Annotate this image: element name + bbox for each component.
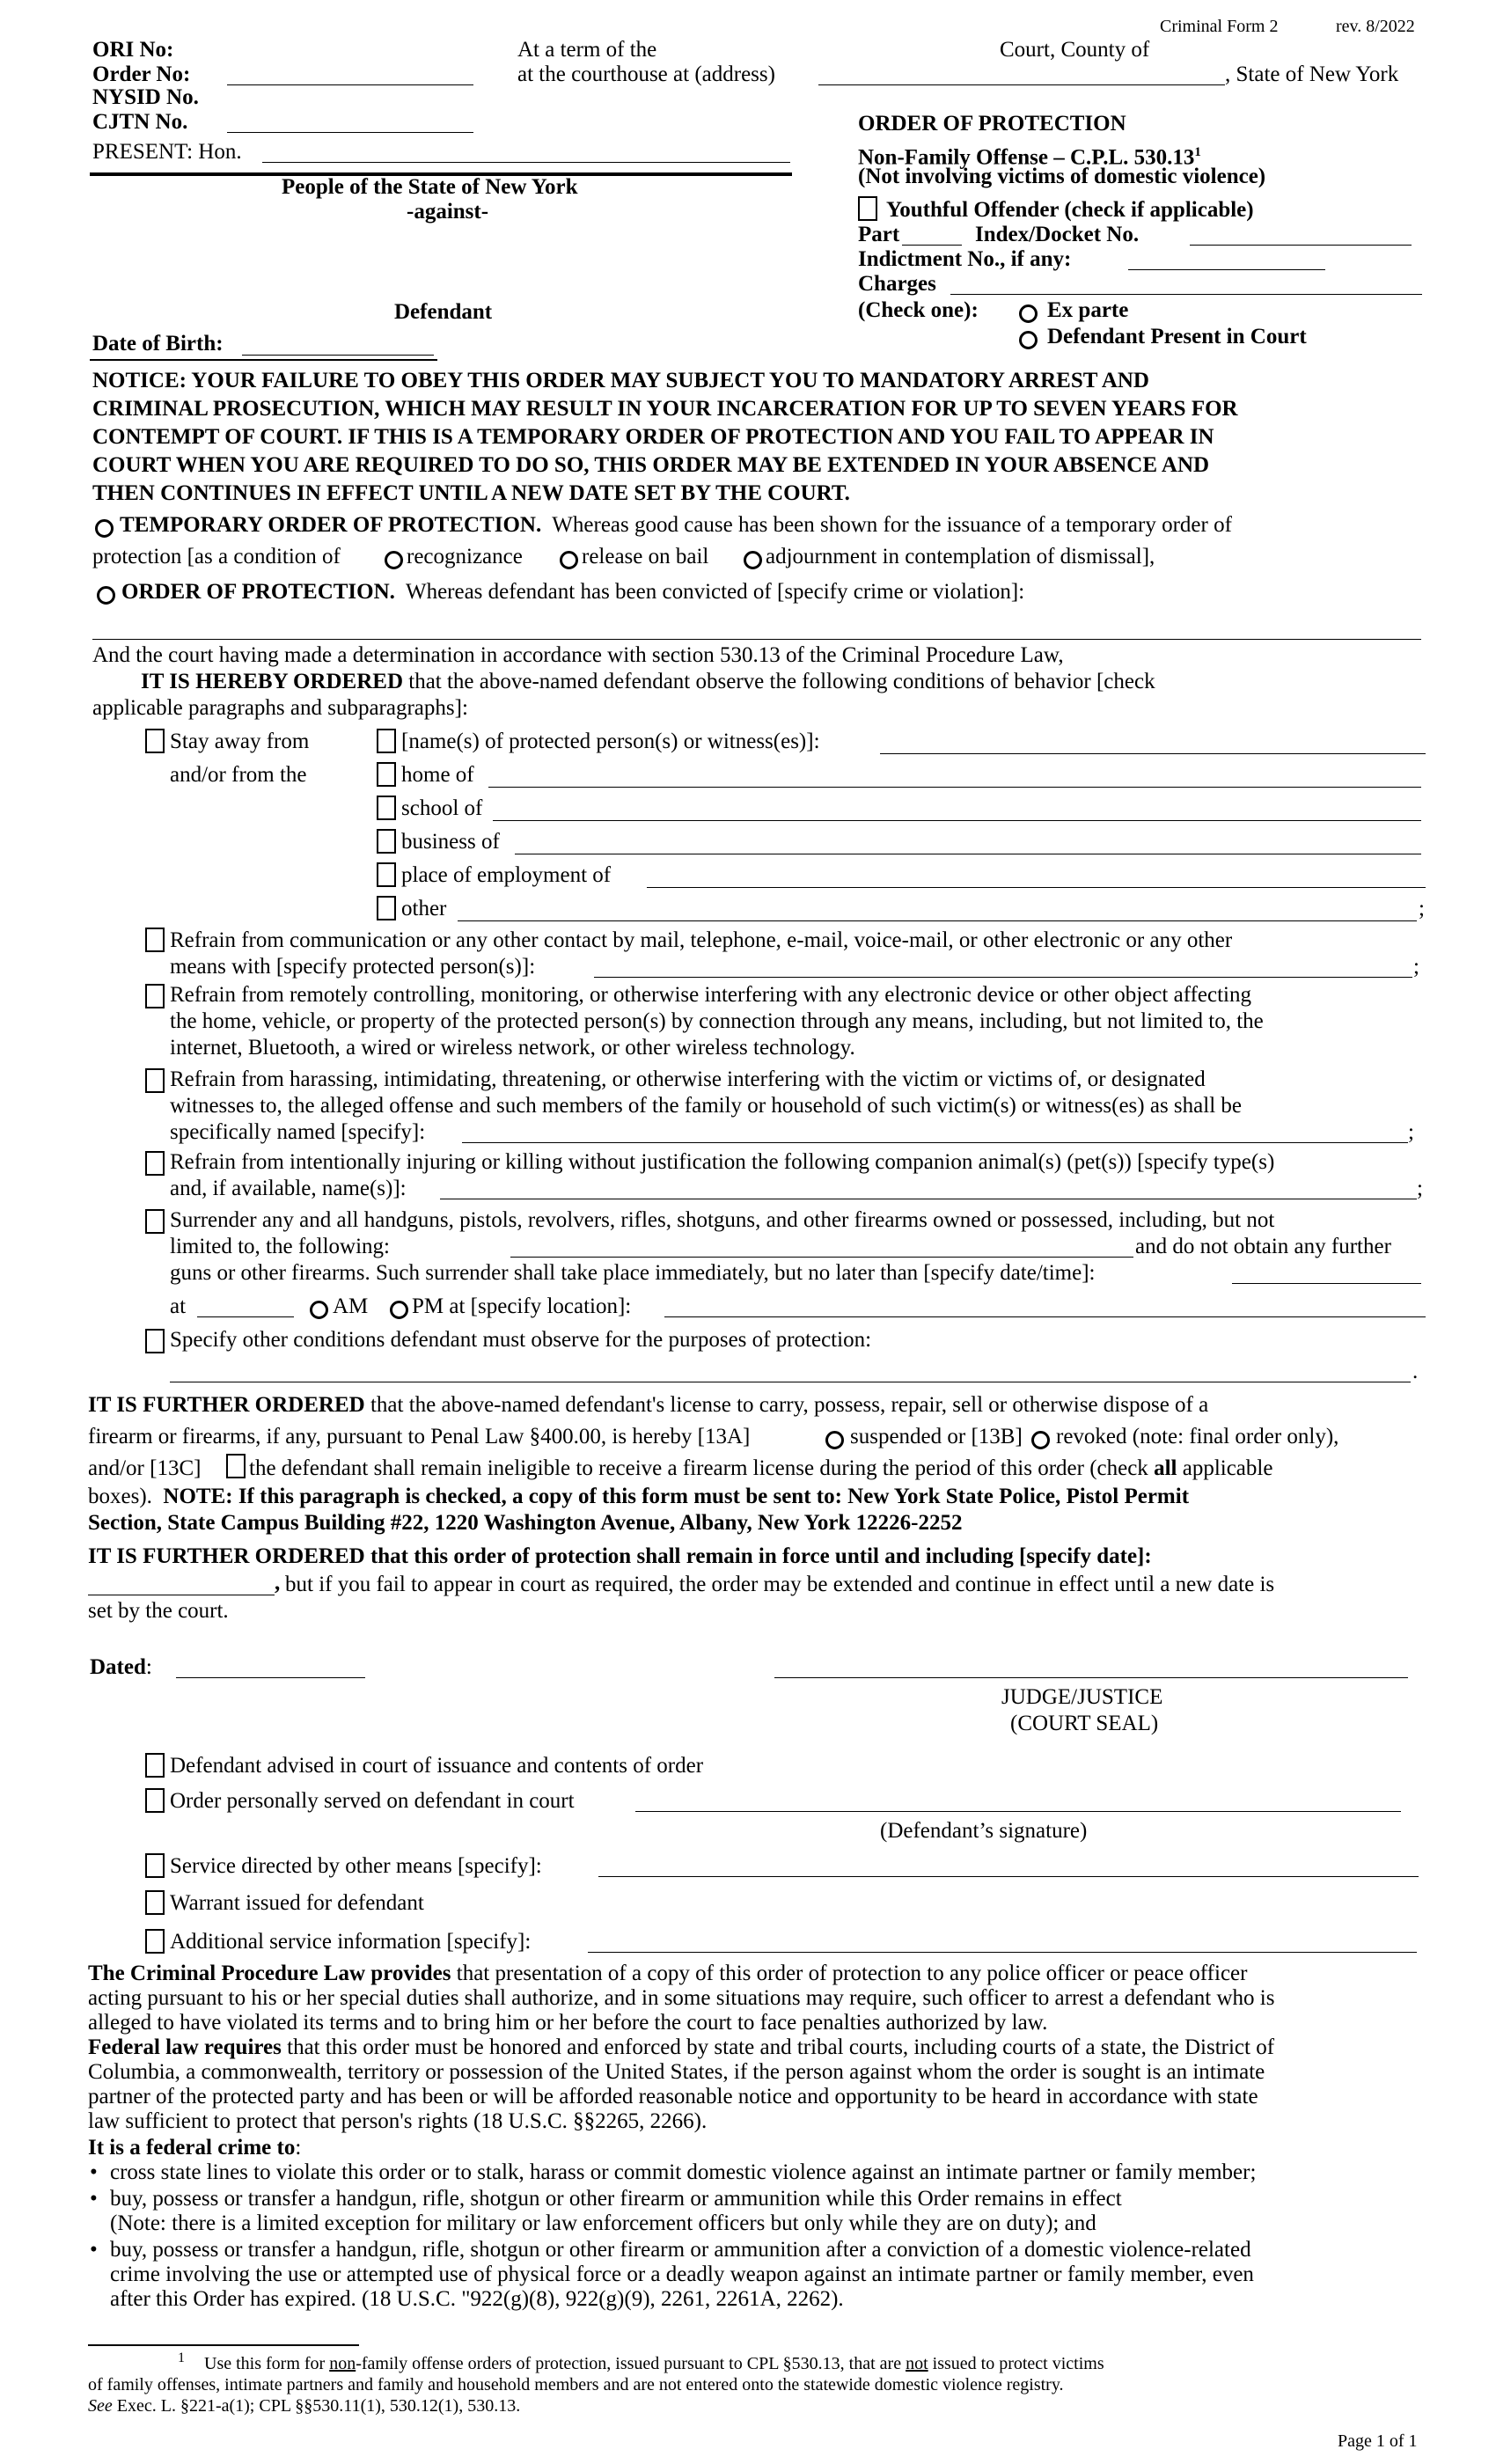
refrain-animals-text: Refrain from intentionally injuring or killing without justification the following companion animal(s) (pet(s)) [specify type(s) xyxy=(170,1150,1275,1174)
part-label: Part xyxy=(858,223,900,246)
personally-served-checkbox[interactable] xyxy=(145,1788,165,1813)
order-subtitle-2: (Not involving victims of domestic violence) xyxy=(858,165,1266,188)
footnote-line-2: of family offenses, intimate partners and family and household members and are not entered onto the statewide domestic violence registry. xyxy=(88,2375,1064,2394)
ex-parte-radio[interactable] xyxy=(1019,304,1038,323)
federal-crime-item-2: buy, possess or transfer a handgun, rifle, shotgun or other firearm or ammunition while this Order remains in effect xyxy=(110,2187,1122,2211)
revision-date: rev. 8/2022 xyxy=(1336,17,1415,36)
check-one-label: (Check one): xyxy=(858,298,979,322)
bullet: • xyxy=(90,2238,98,2262)
court-seal-label: (COURT SEAL) xyxy=(1010,1712,1159,1735)
surrender-firearms-checkbox[interactable] xyxy=(145,1209,165,1234)
ineligible-text: the defendant shall remain ineligible to receive a firearm license during the period of this order (check all applicable xyxy=(249,1456,1273,1480)
refrain-animals-text-2: and, if available, name(s)]: xyxy=(170,1177,407,1200)
federal-line-1: Federal law requires that this order must be honored and enforced by state and tribal courts, including courts of a state, the District of xyxy=(88,2035,1275,2059)
semicolon: ; xyxy=(1417,1177,1423,1200)
federal-crime-item-3: buy, possess or transfer a handgun, rifle, shotgun or other firearm or ammunition after a conviction of a domestic violence-related xyxy=(110,2238,1251,2262)
other-field[interactable] xyxy=(458,920,1417,921)
term-label: At a term of the xyxy=(517,38,657,62)
refrain-communication-checkbox[interactable] xyxy=(145,928,165,952)
federal-crime-item-1: cross state lines to violate this order or to stalk, harass or commit domestic violence against an intimate partner or family member; xyxy=(110,2160,1257,2184)
surrender-firearms-text: Surrender any and all handguns, pistols, revolvers, rifles, shotguns, and other firearms owned or possessed, including, but not xyxy=(170,1208,1275,1232)
additional-service-label: Additional service information [specify]: xyxy=(170,1930,532,1954)
page-number: Page 1 of 1 xyxy=(1338,2431,1418,2451)
place-of-employment-checkbox[interactable] xyxy=(377,862,396,887)
defendant-signature-label: (Defendant’s signature) xyxy=(880,1819,1088,1843)
judge-justice-label: JUDGE/JUSTICE xyxy=(1001,1685,1163,1709)
advised-in-court-label: Defendant advised in court of issuance and contents of order xyxy=(170,1754,704,1778)
stay-away-label: Stay away from xyxy=(170,730,310,753)
service-other-means-checkbox[interactable] xyxy=(145,1853,165,1878)
order-subtitle: Non-Family Offense – C.P.L. 530.13$^1$ xyxy=(858,145,1201,170)
further-ordered-line-1: IT IS FURTHER ORDERED that the above-named defendant's license to carry, possess, repair, sell or otherwise dispose of a xyxy=(88,1393,1209,1417)
courthouse-address-field[interactable] xyxy=(818,84,1225,85)
refrain-remote-text-2: the home, vehicle, or property of the protected person(s) by connection through any means, including, but not limited to, the xyxy=(170,1009,1264,1033)
place-of-employment-label: place of employment of xyxy=(401,863,612,887)
against-label: -against- xyxy=(407,200,489,224)
remain-in-force-line-3: set by the court. xyxy=(88,1599,229,1623)
federal-crime-heading: It is a federal crime to: xyxy=(88,2136,302,2160)
recognizance-label: recognizance xyxy=(407,545,523,568)
cpl-line-3: alleged to have violated its terms and to bring him or her before the court to face penalties authorized by law. xyxy=(88,2011,1048,2035)
stay-away-checkbox[interactable] xyxy=(145,729,165,753)
firearms-list-field[interactable] xyxy=(510,1257,1133,1258)
dob-divider xyxy=(90,359,437,361)
home-of-label: home of xyxy=(401,763,474,787)
ex-parte-label: Ex parte xyxy=(1047,298,1129,322)
at-label: at xyxy=(170,1294,187,1318)
other-conditions-label: Specify other conditions defendant must observe for the purposes of protection: xyxy=(170,1328,872,1352)
refrain-harassing-text: Refrain from harassing, intimidating, threatening, or otherwise interfering with the victim or victims of, or designated xyxy=(170,1067,1206,1091)
warrant-issued-label: Warrant issued for defendant xyxy=(170,1891,424,1915)
temporary-order-radio[interactable] xyxy=(95,519,114,538)
am-label: AM xyxy=(333,1294,369,1318)
notice-line: NOTICE: YOUR FAILURE TO OBEY THIS ORDER MAY SUBJECT YOU TO MANDATORY ARREST AND xyxy=(92,369,1149,392)
period: . xyxy=(1412,1360,1419,1383)
part-field[interactable] xyxy=(902,245,962,246)
protected-persons-field[interactable] xyxy=(594,977,1412,978)
remain-in-force-line: IT IS FURTHER ORDERED that this order of protection shall remain in force until and including [specify date]: xyxy=(88,1544,1152,1568)
defendant-label: Defendant xyxy=(394,300,493,324)
revoked-label: revoked (note: final order only), xyxy=(1056,1425,1339,1448)
federal-line-3: partner of the protected party and has been or will be afforded reasonable notice and opportunity to be heard in accordance with state xyxy=(88,2085,1258,2108)
index-field[interactable] xyxy=(1190,245,1412,246)
youthful-offender-label: Youthful Offender (check if applicable) xyxy=(886,198,1254,222)
people-label: People of the State of New York xyxy=(282,175,578,199)
expiration-comma: , xyxy=(275,1571,281,1595)
federal-crime-item-2b: (Note: there is a limited exception for military or law enforcement officers but only while they are on duty); and xyxy=(110,2211,1096,2235)
further-ordered-line-2a: firearm or firearms, if any, pursuant to Penal Law §400.00, is hereby [13A] xyxy=(88,1425,751,1448)
courthouse-label: at the courthouse at (address) xyxy=(517,62,775,86)
recognizance-radio[interactable] xyxy=(385,551,403,569)
suspended-label: suspended or [13B] xyxy=(850,1425,1023,1448)
youthful-offender-checkbox[interactable] xyxy=(858,196,877,221)
personally-served-label: Order personally served on defendant in court xyxy=(170,1789,575,1813)
ineligible-checkbox[interactable] xyxy=(226,1454,246,1478)
order-no-field[interactable] xyxy=(227,84,473,85)
judge-name-field[interactable] xyxy=(262,162,790,163)
indictment-field[interactable] xyxy=(1128,269,1325,270)
am-radio[interactable] xyxy=(310,1301,328,1319)
service-other-means-label: Service directed by other means [specify]: xyxy=(170,1854,542,1878)
surrender-location-field[interactable] xyxy=(664,1316,1426,1317)
footnote-line-1: Use this form for non-family offense orders of protection, issued pursuant to CPL §530.13, that are not issued to protect victims xyxy=(204,2354,1104,2373)
condition-of-label: protection [as a condition of xyxy=(92,545,341,568)
present-label: PRESENT: Hon. xyxy=(92,140,242,164)
charges-field[interactable] xyxy=(950,294,1422,295)
semicolon: ; xyxy=(1419,897,1425,920)
refrain-harassing-text-3: specifically named [specify]: xyxy=(170,1120,426,1144)
note-line: boxes). NOTE: If this paragraph is checked, a copy of this form must be sent to: New York State Police, Pistol Permit xyxy=(88,1485,1190,1508)
order-title: ORDER OF PROTECTION xyxy=(858,112,1126,136)
federal-line-2: Columbia, a commonwealth, territory or possession of the United States, if the person against whom the order is sought is an intimate xyxy=(88,2060,1265,2084)
footnote-line-3: See Exec. L. §221-a(1); CPL §§530.11(1), 530.12(1), 530.13. xyxy=(88,2396,521,2416)
business-of-checkbox[interactable] xyxy=(377,829,396,854)
school-of-field[interactable] xyxy=(493,820,1421,821)
suspended-radio[interactable] xyxy=(825,1431,844,1449)
footnote-number: 1 xyxy=(178,2350,185,2365)
federal-crime-item-3c: after this Order has expired. (18 U.S.C. "922(g)(8), 922(g)(9), 2261, 2261A, 2262). xyxy=(110,2287,844,2311)
court-county-label: Court, County of xyxy=(1000,38,1150,62)
other-checkbox[interactable] xyxy=(377,896,396,920)
conviction-crime-field[interactable] xyxy=(92,639,1421,640)
protected-person-field[interactable] xyxy=(880,753,1426,754)
form-id: Criminal Form 2 xyxy=(1160,17,1279,36)
footnote-divider xyxy=(88,2344,359,2346)
surrender-firearms-text-3: guns or other firearms. Such surrender shall take place immediately, but no later than [specify date/time]: xyxy=(170,1261,1096,1285)
order-no-label: Order No: xyxy=(92,62,191,86)
remain-in-force-line-2: but if you fail to appear in court as required, the order may be extended and continue in effect until a new date is xyxy=(285,1573,1275,1596)
advised-in-court-checkbox[interactable] xyxy=(145,1753,165,1778)
judge-signature-field[interactable] xyxy=(774,1677,1408,1678)
further-ordered-13c: and/or [13C] xyxy=(88,1456,202,1480)
surrender-firearms-text-2b: and do not obtain any further xyxy=(1135,1235,1391,1258)
pm-radio[interactable] xyxy=(390,1301,408,1319)
home-of-checkbox[interactable] xyxy=(377,762,396,787)
refrain-remote-text-3: internet, Bluetooth, a wired or wireless network, or other wireless technology. xyxy=(170,1036,855,1060)
business-of-label: business of xyxy=(401,830,500,854)
dated-field[interactable] xyxy=(176,1677,365,1678)
federal-line-4: law sufficient to protect that person's rights (18 U.S.C. §§2265, 2266). xyxy=(88,2109,708,2133)
order-of-protection-radio[interactable] xyxy=(97,586,115,605)
surrender-firearms-text-2: limited to, the following: xyxy=(170,1235,390,1258)
place-of-employment-field[interactable] xyxy=(647,887,1426,888)
cpl-line-2: acting pursuant to his or her special duties shall authorize, and in some situations may require, such officer to arrest a defendant who is xyxy=(88,1986,1275,2010)
warrant-issued-checkbox[interactable] xyxy=(145,1890,165,1915)
index-label: Index/Docket No. xyxy=(975,223,1140,246)
adjournment-label: adjournment in contemplation of dismissal], xyxy=(766,545,1155,568)
additional-service-checkbox[interactable] xyxy=(145,1929,165,1954)
and-or-label: and/or from the xyxy=(170,763,307,787)
surrender-time-field[interactable] xyxy=(197,1316,294,1317)
refrain-harassing-checkbox[interactable] xyxy=(145,1068,165,1093)
surrender-date-field[interactable] xyxy=(1232,1283,1421,1284)
protected-person-checkbox[interactable] xyxy=(377,729,396,753)
release-on-bail-radio[interactable] xyxy=(560,551,578,569)
refrain-animals-checkbox[interactable] xyxy=(145,1151,165,1176)
cpl-line-1: The Criminal Procedure Law provides that presentation of a copy of this order of protection to any police officer or peace officer xyxy=(88,1962,1248,1985)
cjtn-label: CJTN No. xyxy=(92,110,188,134)
determination-line-3: applicable paragraphs and subparagraphs]: xyxy=(92,696,468,720)
other-label: other xyxy=(401,897,447,920)
protected-person-label: [name(s) of protected person(s) or witness(es)]: xyxy=(401,730,820,753)
bullet: • xyxy=(90,2160,98,2184)
release-on-bail-label: release on bail xyxy=(582,545,709,568)
notice-line: THEN CONTINUES IN EFFECT UNTIL A NEW DATE SET BY THE COURT. xyxy=(92,481,850,505)
specify-named-field[interactable] xyxy=(462,1142,1408,1143)
state-label: , State of New York xyxy=(1225,62,1399,86)
revoked-radio[interactable] xyxy=(1031,1431,1050,1449)
indictment-label: Indictment No., if any: xyxy=(858,247,1072,271)
refrain-communication-text-2: means with [specify protected person(s)]: xyxy=(170,955,536,979)
order-of-protection-line: ORDER OF PROTECTION. Whereas defendant has been convicted of [specify crime or violation]: xyxy=(121,580,1025,604)
home-of-field[interactable] xyxy=(488,787,1421,788)
other-conditions-checkbox[interactable] xyxy=(145,1329,165,1353)
nysid-label: NYSID No. xyxy=(92,85,199,109)
determination-line-1: And the court having made a determination in accordance with section 530.13 of the Criminal Procedure Law, xyxy=(92,643,1064,667)
defendant-present-radio[interactable] xyxy=(1019,331,1038,349)
pistol-permit-address: Section, State Campus Building #22, 1220 Washington Avenue, Albany, New York 12226-2252 xyxy=(88,1511,963,1535)
cjtn-field[interactable] xyxy=(227,132,473,133)
notice-line: COURT WHEN YOU ARE REQUIRED TO DO SO, THIS ORDER MAY BE EXTENDED IN YOUR ABSENCE AND xyxy=(92,453,1210,477)
dob-label: Date of Birth: xyxy=(92,332,224,356)
pm-location-label: PM at [specify location]: xyxy=(412,1294,632,1318)
notice-line: CONTEMPT OF COURT. IF THIS IS A TEMPORARY ORDER OF PROTECTION AND YOU FAIL TO APPEAR IN xyxy=(92,425,1214,449)
school-of-label: school of xyxy=(401,796,483,820)
defendant-signature-field[interactable] xyxy=(635,1811,1401,1812)
charges-label: Charges xyxy=(858,272,936,296)
semicolon: ; xyxy=(1408,1120,1414,1144)
defendant-present-label: Defendant Present in Court xyxy=(1047,325,1307,348)
temporary-order-line: TEMPORARY ORDER OF PROTECTION. Whereas good cause has been shown for the issuance of a temporary order of xyxy=(120,513,1232,537)
refrain-communication-text: Refrain from communication or any other contact by mail, telephone, e-mail, voice-mail, or other electronic or any other xyxy=(170,928,1233,952)
refrain-harassing-text-2: witnesses to, the alleged offense and such members of the family or household of such victim(s) or witness(es) as shall be xyxy=(170,1094,1242,1118)
service-other-means-field[interactable] xyxy=(598,1876,1419,1877)
dated-label: Dated: xyxy=(90,1655,152,1679)
semicolon: ; xyxy=(1413,955,1419,979)
school-of-checkbox[interactable] xyxy=(377,796,396,820)
refrain-remote-checkbox[interactable] xyxy=(145,984,165,1008)
federal-crime-item-3b: crime involving the use or attempted use of physical force or a deadly weapon against an intimate partner or family member, even xyxy=(110,2262,1254,2286)
adjournment-radio[interactable] xyxy=(744,551,762,569)
ori-label: ORI No: xyxy=(92,38,174,62)
notice-line: CRIMINAL PROSECUTION, WHICH MAY RESULT IN YOUR INCARCERATION FOR UP TO SEVEN YEARS FOR xyxy=(92,397,1238,421)
bullet: • xyxy=(90,2187,98,2211)
additional-service-field[interactable] xyxy=(588,1952,1417,1953)
hereby-ordered-line: IT IS HEREBY ORDERED that the above-named defendant observe the following conditions of behavior [check xyxy=(141,670,1155,693)
refrain-remote-text: Refrain from remotely controlling, monitoring, or otherwise interfering with any electronic device or other object affecting xyxy=(170,983,1251,1007)
dob-field[interactable] xyxy=(242,355,434,356)
